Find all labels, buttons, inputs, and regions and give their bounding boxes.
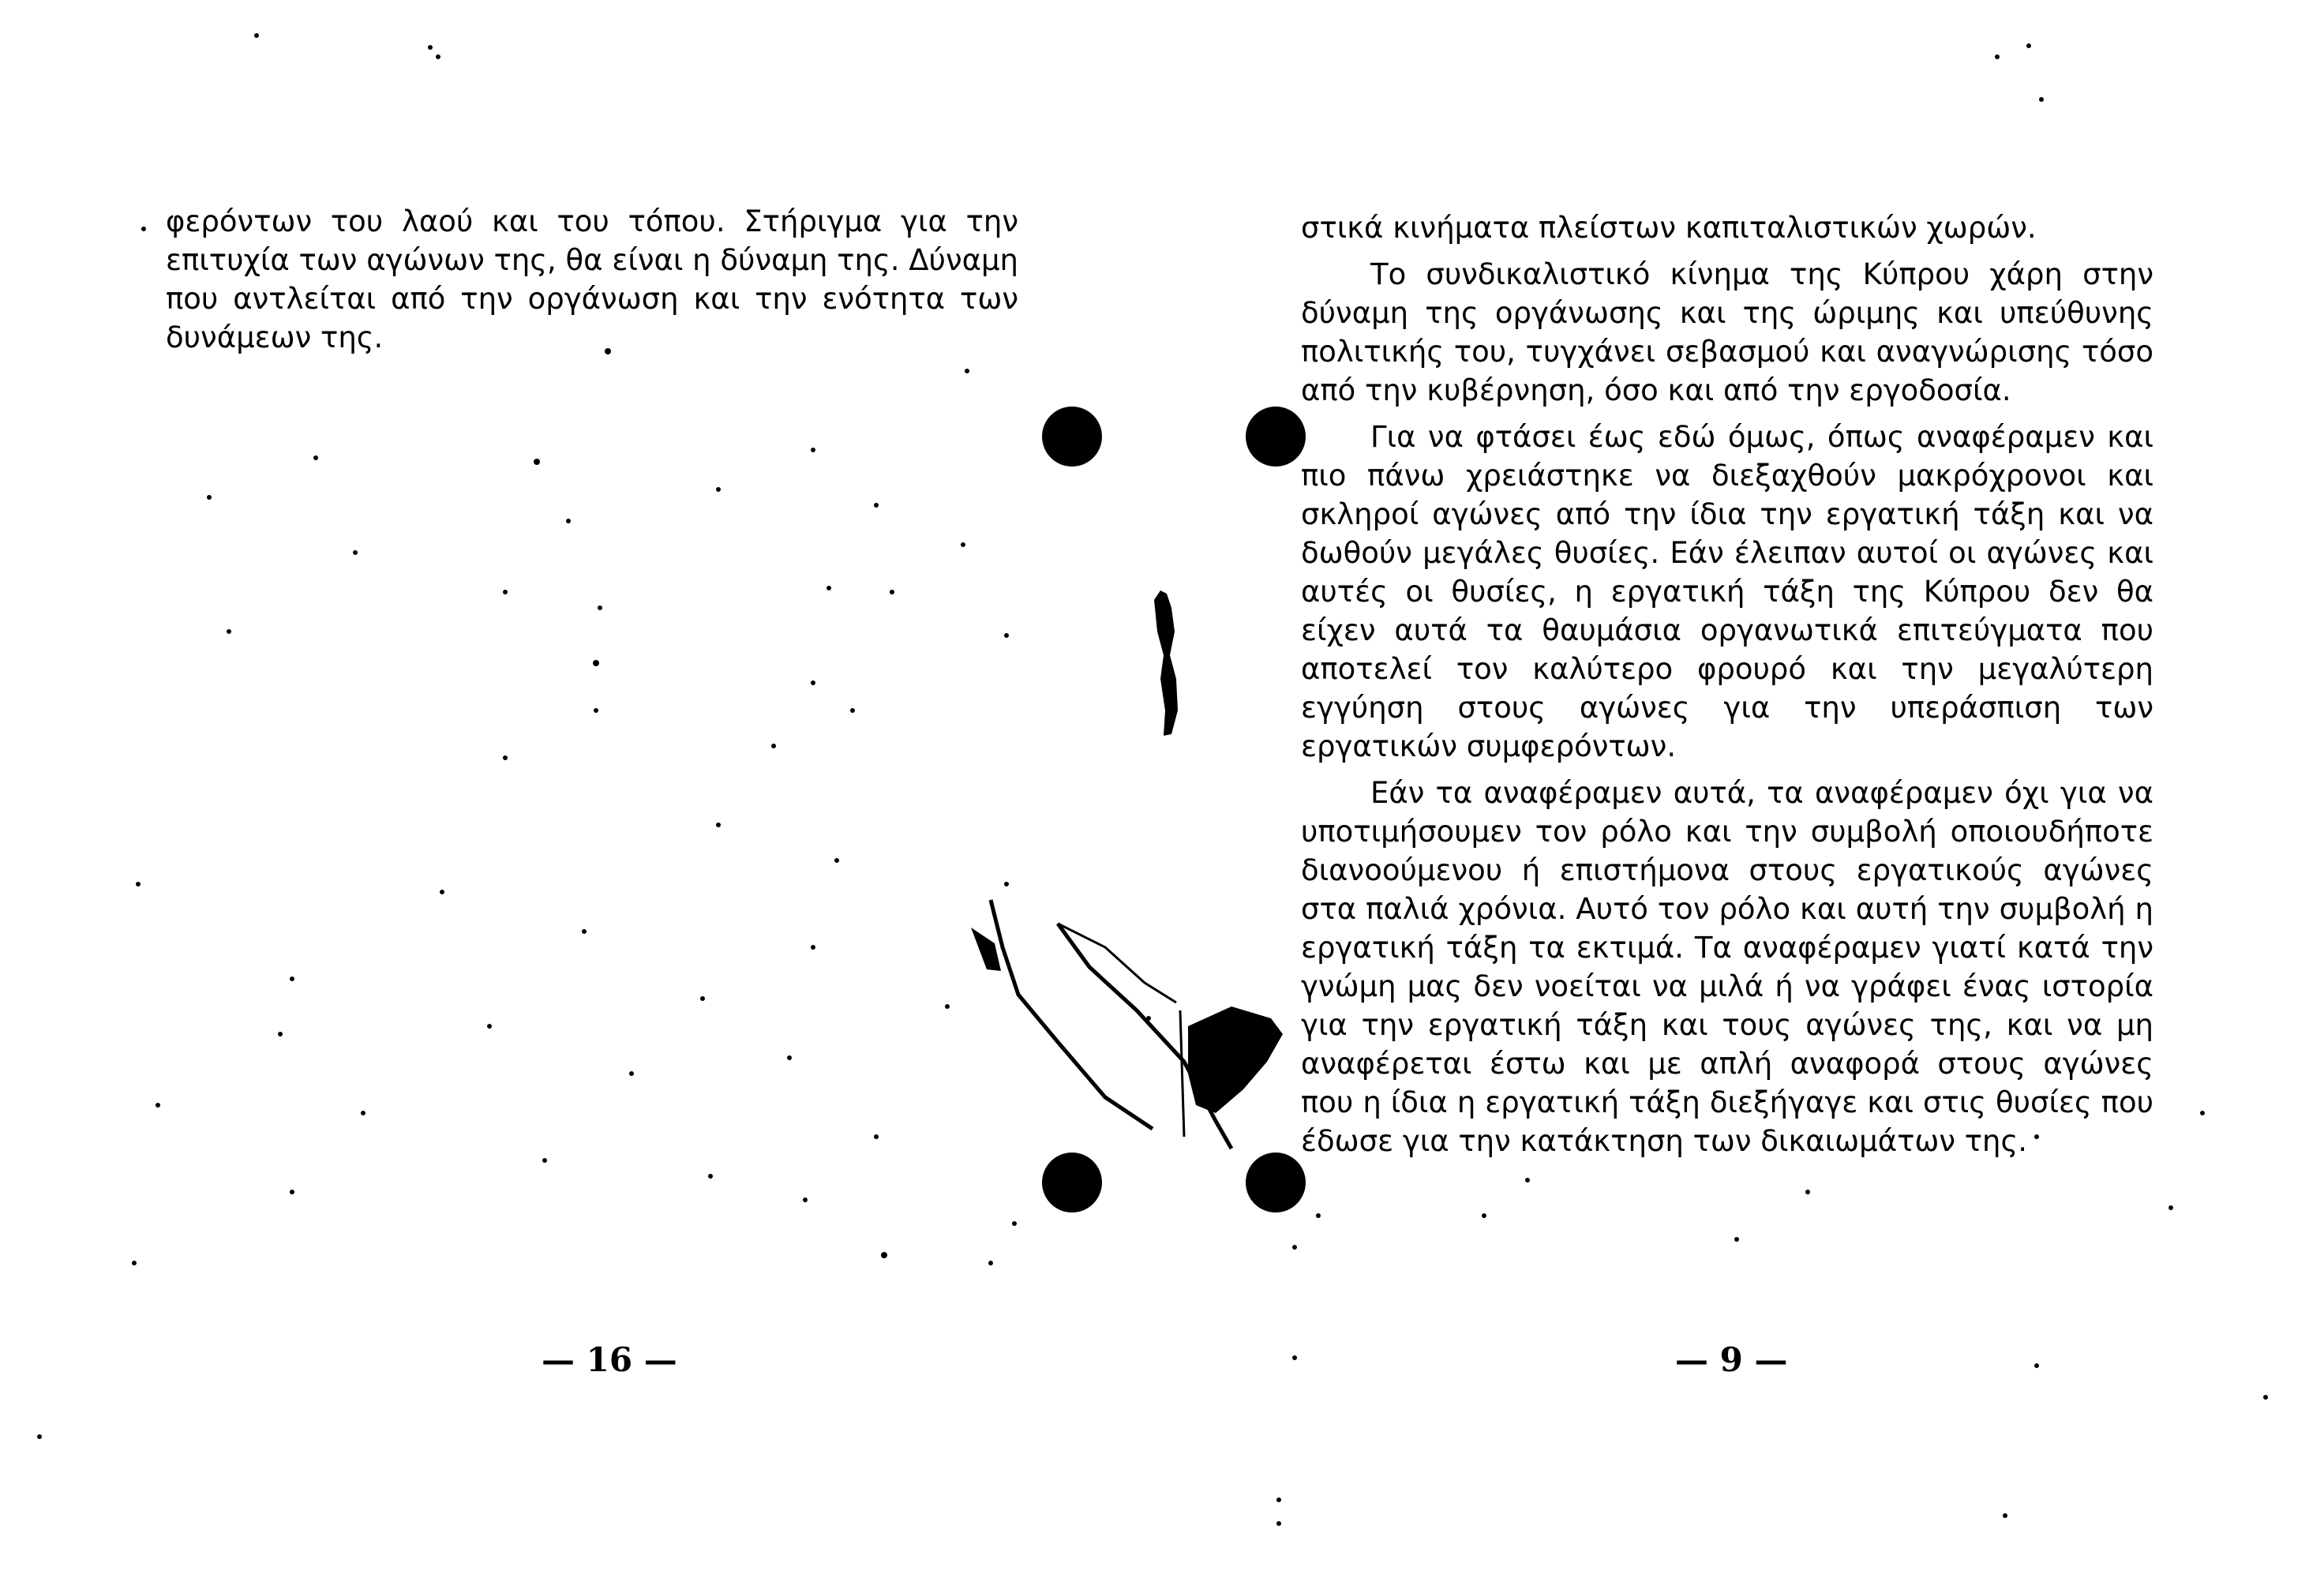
- gutter-smudge: [1154, 590, 1178, 736]
- crease-line: [991, 900, 1153, 1129]
- right-paragraph-1: στικά κινήματα πλείστων καπιταλιστικών χωρών.: [1301, 211, 2037, 245]
- crease-line: [1180, 1010, 1184, 1137]
- right-paragraph-4: Εάν τα αναφέραμεν αυτά, τα αναφέραμεν όχι για να υποτιμήσουμεν τον ρόλο και την συμβολή οποιουδήποτε διανοούμενου ή επιστήμονα στους εργατικούς αγώνες στα παλιά χρόνια. Αυτό τον ρόλο και αυτή την συμβολή η εργατική τάξη τα εκτιμά. Τα αναφέραμεν γιατί κατά την γνώμη μας δεν νοείται να μιλά ή να γράφει ένας ιστορία για την εργατική τάξη και τους αγώνες της, και να μη αναφέρεται έστω και με απλή αναφορά στους αγώνες που η ίδια η εργατική τάξη διεξήγαγε και στις θυσίες που έδωσε για την κατάκτηση των δικαιωμάτων της.: [1301, 776, 2153, 1158]
- left-paragraph-1: φερόντων του λαού και του τόπου. Στήριγμα για την επιτυχία των αγώνων της, θα είναι η δύναμη της. Δύναμη που αντλείται από την οργάνωση και την ενότητα των δυνάμεων της.: [166, 204, 1018, 354]
- right-paragraph-2: Το συνδικαλιστικό κίνημα της Κύπρου χάρη στην δύναμη της οργάνωσης και της ώριμης και υπεύθυνης πολιτικής του, τυγχάνει σεβασμού και αναγνώρισης τόσο από την κυβέρνηση, όσο και από την εργοδοσία.: [1301, 257, 2153, 407]
- right-paragraph-3: Για να φτάσει έως εδώ όμως, όπως αναφέραμεν και πιο πάνω χρειάστηκε να διεξαχθούν μακρόχρονοι και σκληροί αγώνες από την ίδια την εργατική τάξη και να δωθούν μεγάλες θυσίες. Εάν έλειπαν αυτοί οι αγώνες και αυτές οι θυσίες, η εργατική τάξη της Κύπρου δεν θα είχεν αυτά τα θαυμάσια οργανωτικά επιτεύγματα που αποτελεί τον καλύτερο φρουρό και την μεγαλύτερη εγγύηση στους αγώνες για την υπεράσπιση των εργατικών συμφερόντων.: [1301, 420, 2153, 763]
- speckles: [37, 33, 2268, 1526]
- left-page-number: — 16 —: [542, 1340, 677, 1379]
- right-page-number: — 9 —: [1675, 1340, 1788, 1379]
- gutter-smudge: [971, 928, 1001, 971]
- gutter-smudge: [1188, 1006, 1283, 1113]
